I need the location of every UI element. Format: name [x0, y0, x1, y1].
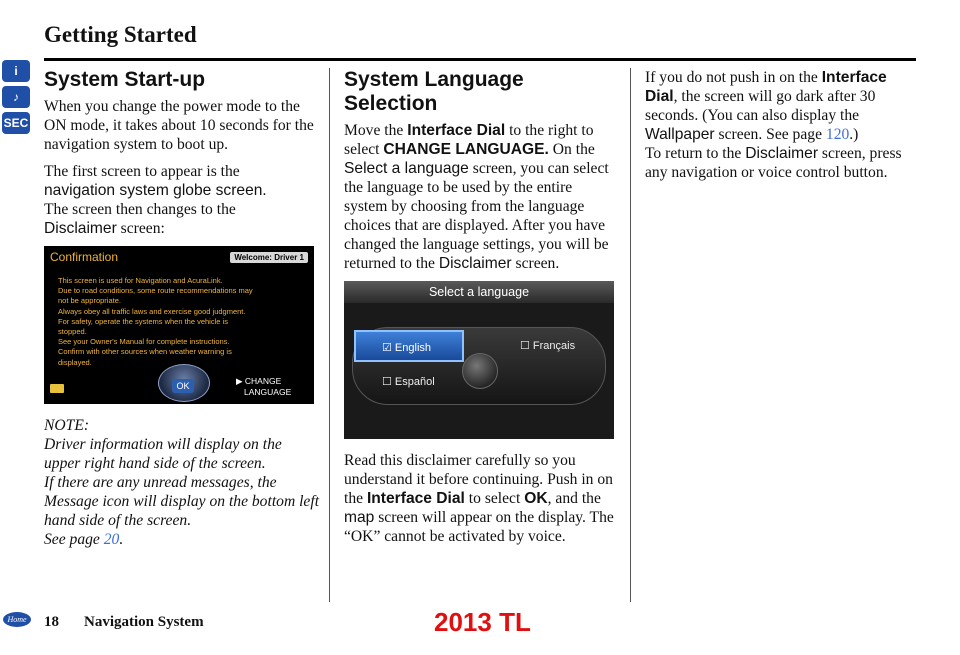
column-language	[344, 68, 616, 554]
column-continued	[645, 68, 915, 190]
dial-knob-graphic	[462, 353, 498, 389]
text: to the right to select	[344, 122, 594, 158]
home-icon[interactable]: Home	[3, 612, 31, 627]
ok-button: OK	[172, 379, 194, 393]
text: On the	[548, 141, 595, 158]
language-text: LANGUAGE	[244, 387, 292, 397]
map-term: map	[344, 509, 375, 526]
footer-section-label: Navigation System	[84, 614, 204, 630]
text: .)	[849, 126, 859, 143]
voice-icon-glyph: ♪	[13, 90, 19, 104]
note-label: NOTE:	[44, 417, 90, 434]
page-link-120[interactable]: 120	[825, 126, 850, 143]
text: , and the	[547, 490, 601, 507]
english-label: English	[394, 342, 431, 354]
model-year-mark: 2013 TL	[434, 607, 531, 637]
select-language-title: Select a language	[344, 281, 614, 303]
sec-icon[interactable]	[2, 112, 30, 134]
message-icon	[50, 384, 64, 393]
globe-screen-term: navigation system globe screen	[44, 182, 263, 199]
text: The screen then changes to the	[44, 201, 236, 218]
text: screen, press any navigation or voice control button.	[645, 145, 902, 181]
disclaimer-text: This screen is used for Navigation and AcuraLink. Due to road conditions, some route recommendations may not be appropriate. Always obey all traffic laws and exercise good judgment. For safety, operate the systems when the vehicle is stopped. See your Owner's Manual for complete instructions. Confirm with other sources when weather warning is displayed.	[58, 276, 253, 367]
check-icon: ☑	[382, 342, 395, 354]
info-icon[interactable]	[2, 60, 30, 82]
note-end: .	[119, 531, 124, 548]
text: To return to the	[645, 145, 746, 162]
text: screen will appear on the display. The “OK” cannot be activated by voice.	[344, 509, 614, 545]
note-see: See page	[44, 531, 104, 548]
driver-badge: Welcome: Driver 1	[230, 252, 308, 263]
start-up-paragraph: When you change the power mode to the ON mode, it takes about 10 seconds for the navigation system to boot up.	[44, 98, 314, 153]
page-link-20[interactable]: 20	[103, 531, 120, 548]
page-title: Getting Started	[44, 22, 197, 47]
interface-dial-term: Interface Dial	[366, 490, 465, 507]
change-language-term: CHANGE LANGUAGE.	[383, 141, 549, 158]
header-rule	[44, 58, 916, 61]
text: The first screen to appear is the	[44, 163, 240, 180]
text: Move the	[344, 122, 408, 139]
interface-dial-term: Interface Dial	[645, 69, 887, 105]
column-divider	[630, 68, 631, 602]
globe-screen-paragraph	[44, 162, 320, 238]
espanol-label: Español	[394, 376, 435, 388]
voice-icon[interactable]	[2, 86, 30, 108]
note-block	[44, 416, 320, 549]
text: to select	[464, 490, 525, 507]
timeout-paragraph	[645, 68, 915, 182]
language-screenshot	[344, 281, 614, 439]
francais-option	[520, 339, 575, 352]
note-text-1: Driver information will display on the upper right hand side of the screen.	[44, 436, 282, 472]
play-arrow-icon: ▶	[236, 376, 245, 386]
column-divider	[329, 68, 330, 602]
change-text: CHANGE	[244, 376, 282, 386]
espanol-option	[382, 375, 435, 388]
confirmation-title: Confirmation	[50, 250, 119, 264]
sec-icon-glyph: SEC	[3, 116, 29, 130]
wallpaper-term: Wallpaper	[645, 126, 715, 143]
section-heading-language: System Language Selection	[344, 68, 524, 115]
ok-term: OK	[524, 490, 548, 507]
disclaimer-term: Disclaimer	[44, 220, 117, 237]
page-number: 18	[44, 614, 59, 630]
text: screen, you can select the language to be used by the entire system by choosing from the language choices that are displayed. After you have changed the language settings, you will be returned to the	[344, 160, 609, 272]
language-paragraph	[344, 121, 616, 273]
text: , the screen will go dark after 30 seconds. (You can also display the	[645, 88, 876, 124]
disclaimer-paragraph	[344, 451, 616, 546]
text: .	[262, 182, 267, 199]
francais-label: Français	[532, 340, 576, 352]
column-start-up	[44, 68, 320, 557]
section-heading-start-up: System Start-up	[44, 68, 206, 91]
text: screen.	[511, 255, 560, 272]
disclaimer-screenshot	[44, 246, 314, 404]
note-text-2: If there are any unread messages, the Message icon will display on the bottom left hand side of the screen.	[44, 474, 320, 529]
text: screen. See page	[714, 126, 826, 143]
change-language-label	[236, 376, 291, 398]
info-icon-glyph: i	[14, 64, 18, 78]
checkbox-icon: ☐	[520, 340, 533, 352]
interface-dial-term: Interface Dial	[407, 122, 506, 139]
select-language-term: Select a language	[344, 160, 469, 177]
checkbox-icon: ☐	[382, 376, 395, 388]
text: If you do not push in on the	[645, 69, 822, 86]
english-option	[354, 330, 464, 362]
text: Read this disclaimer carefully so you understand it before continuing. Push in on the	[344, 452, 613, 507]
disclaimer-term: Disclaimer	[438, 255, 512, 272]
disclaimer-term: Disclaimer	[745, 145, 819, 162]
text: screen:	[116, 220, 165, 237]
